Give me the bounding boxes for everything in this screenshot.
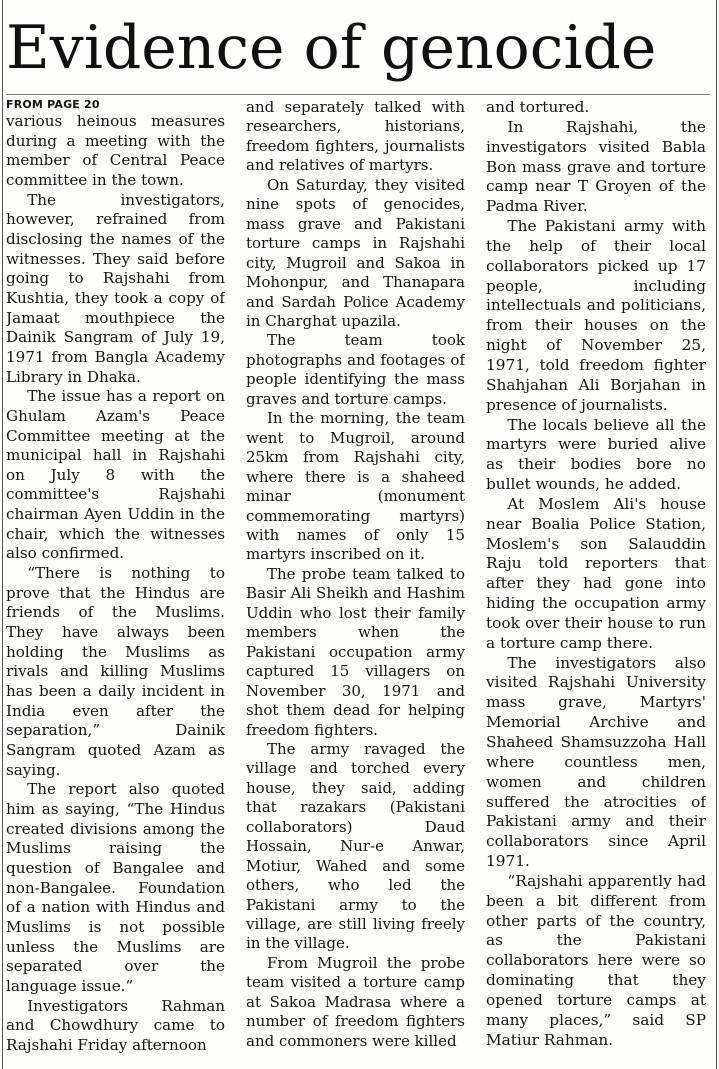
paragraph: various heinous measures during a meeting with the member of Central Peace committee in the town.: [6, 112, 225, 189]
paragraph: The locals believe all the martyrs were buried alive as their bodies bore no bullet wounds, he added.: [486, 415, 706, 494]
paragraph: and separately talked with researchers, historians, freedom fighters, journalists and relatives of martyrs.: [246, 98, 465, 175]
column-3: [486, 98, 706, 1063]
paragraph: The report also quoted him as saying, “The Hindus created divisions among the Muslims raising the question of Bangalee and non-Bangalee. Foundation of a nation with Hindus and Muslims is not possible unless the Muslims are separated over the language issue.”: [6, 780, 225, 995]
paragraph: The investigators, however, refrained from disclosing the names of the witnesses. They said before going to Rajshahi from Kushtia, they took a copy of Jamaat mouthpiece the Dainik Sangram of July 19, 1971 from Bangla Academy Library in Dhaka.: [6, 190, 225, 386]
paragraph: In the morning, the team went to Mugroil, around 25km from Rajshahi city, where there is a shaheed minar (monument commemorating martyrs) with names of only 15 martyrs inscribed on it.: [246, 409, 465, 564]
paragraph: The issue has a report on Ghulam Azam's Peace Committee meeting at the municipal hall in Rajshahi on July 8 with the committee's Rajshahi chairman Ayen Uddin in the chair, which the witnesses also confirmed.: [6, 387, 225, 563]
paragraph: On Saturday, they visited nine spots of genocides, mass grave and Pakistani torture camps in Rajshahi city, Mugroil and Sakoa in Mohonpur, and Thanapara and Sardah Police Academy in Charghat upazila.: [246, 175, 465, 330]
paragraph: At Moslem Ali's house near Boalia Police Station, Moslem's son Salauddin Raju told reporters that after they had gone into hiding the occupation army took over their house to run a torture camp there.: [486, 494, 706, 652]
paragraph: “There is nothing to prove that the Hindus are friends of the Muslims. They have always been holding the Muslims as rivals and killing Muslims has been a daily incident in India even after the separation,” Dainik Sangram quoted Azam as saying.: [6, 564, 225, 779]
paragraph: The team took photographs and footages of people identifying the mass graves and torture camps.: [246, 331, 465, 408]
paragraph: The Pakistani army with the help of their local collaborators picked up 17 people, including intellectuals and politicians, from their houses on the night of November 25, 1971, told freedom fighter Shahjahan Ali Borjahan in presence of journalists.: [486, 217, 706, 414]
column-2: [246, 98, 465, 1063]
paragraph: The army ravaged the village and torched every house, they said, adding that razakars (Pakistani collaborators) Daud Hossain, Nur-e Anwar, Motiur, Wahed and some others, who led the Pakistani army to the village, are still living freely in the village.: [246, 739, 465, 953]
headline: Evidence of genocide: [6, 13, 657, 83]
page-border-left: [2, 0, 3, 1069]
paragraph: and tortured.: [486, 98, 590, 116]
page-border-right: [716, 0, 717, 1069]
paragraph: In Rajshahi, the investigators visited Babla Bon mass grave and torture camp near T Groyen of the Padma River.: [486, 117, 706, 216]
paragraph: “Rajshahi apparently had been a bit different from other parts of the country, as the Pakistani collaborators here were so dominating that they opened torture camps at many places,” said SP Matiur Rahman.: [486, 871, 706, 1049]
jump-line: FROM PAGE 20: [6, 98, 100, 111]
paragraph: From Mugroil the probe team visited a torture camp at Sakoa Madrasa where a number of freedom fighters and commoners were killed: [246, 953, 465, 1050]
column-1: [6, 98, 225, 1063]
headline-rule: [6, 94, 710, 95]
paragraph: The investigators also visited Rajshahi University mass grave, Martyrs' Memorial Archive and Shaheed Shamsuzzoha Hall where countless men, women and children suffered the atrocities of Pakistani army and their collaborators since April 1971.: [486, 653, 706, 871]
paragraph: The probe team talked to Basir Ali Sheikh and Hashim Uddin who lost their family members when the Pakistani occupation army captured 15 villagers on November 30, 1971 and shot them dead for helping freedom fighters.: [246, 564, 465, 739]
paragraph: Investigators Rahman and Chowdhury came to Rajshahi Friday afternoon: [6, 996, 225, 1054]
